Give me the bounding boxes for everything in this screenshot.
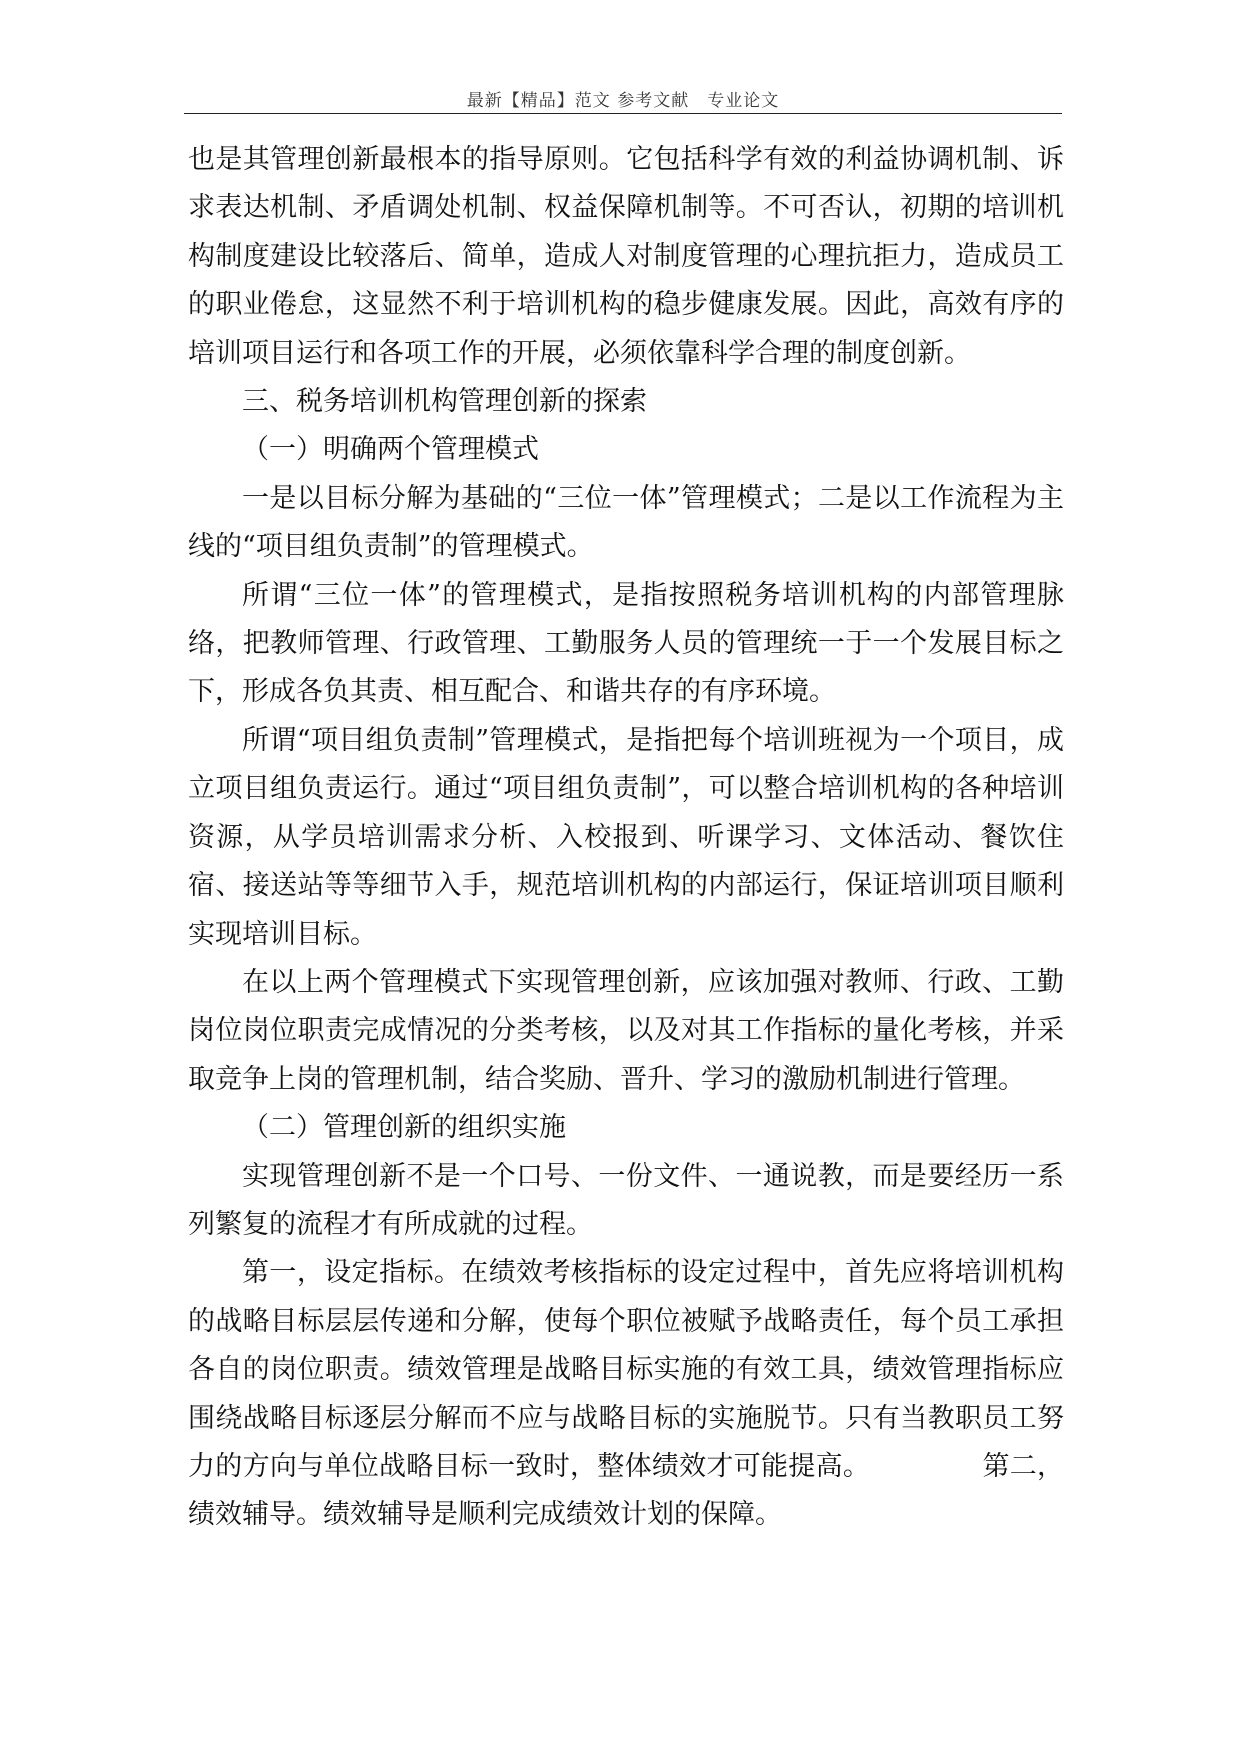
paragraph: 在以上两个管理模式下实现管理创新，应该加强对教师、行政、工勤岗位岗位职责完成情况的分类考核，以及对其工作指标的量化考核，并采取竞争上岗的管理机制，结合奖励、晋升、学习的激励机制进行管理。 <box>188 966 1064 1095</box>
paragraph: 所谓“三位一体”的管理模式，是指按照税务培训机构的内部管理脉络，把教师管理、行政管理、工勤服务人员的管理统一于一个发展目标之下，形成各负其责、相互配合、和谐共存的有序环境。 <box>188 579 1064 708</box>
paragraph <box>188 1249 1064 1539</box>
section-heading: 三、税务培训机构管理创新的探索 <box>242 386 647 418</box>
document-body <box>188 136 1064 1540</box>
paragraph: 所谓“项目组负责制”管理模式，是指把每个培训班视为一个项目，成立项目组负责运行。通过“项目组负责制”，可以整合培训机构的各种培训资源，从学员培训需求分析、入校报到、听课学习、文体活动、餐饮住宿、接送站等等细节入手，规范培训机构的内部运行，保证培训项目顺利实现培训目标。 <box>188 724 1064 950</box>
header-divider <box>184 113 1062 114</box>
trailing-text: 第二，绩效辅导。绩效辅导是顺利完成绩效计划的保障。 <box>188 1450 1065 1531</box>
paragraph-text: 第一，设定指标。在绩效考核指标的设定过程中，首先应将培训机构的战略目标层层传递和分解，使每个职位被赋予战略责任，每个员工承担各自的岗位职责。绩效管理是战略目标实施的有效工具，绩效管理指标应围绕战略目标逐层分解而不应与战略目标的实施脱节。只有当教职员工努力的方向与单位战略目标一致时，整体绩效才可能提高。 <box>188 1257 1064 1482</box>
subsection-heading: （二）管理创新的组织实施 <box>242 1112 566 1144</box>
page-header: 最新【精品】范文 参考文献 专业论文 <box>466 91 780 111</box>
paragraph: 也是其管理创新最根本的指导原则。它包括科学有效的利益协调机制、诉求表达机制、矛盾调处机制、权益保障机制等。不可否认，初期的培训机构制度建设比较落后、简单，造成人对制度管理的心理抗拒力，造成员工的职业倦怠，这显然不利于培训机构的稳步健康发展。因此，高效有序的培训项目运行和各项工作的开展，必须依靠科学合理的制度创新。 <box>188 144 1064 369</box>
paragraph: 实现管理创新不是一个口号、一份文件、一通说教，而是要经历一系列繁复的流程才有所成就的过程。 <box>188 1160 1064 1240</box>
paragraph: 一是以目标分解为基础的“三位一体”管理模式；二是以工作流程为主线的“项目组负责制”的管理模式。 <box>188 482 1064 563</box>
subsection-heading: （一）明确两个管理模式 <box>242 434 539 466</box>
